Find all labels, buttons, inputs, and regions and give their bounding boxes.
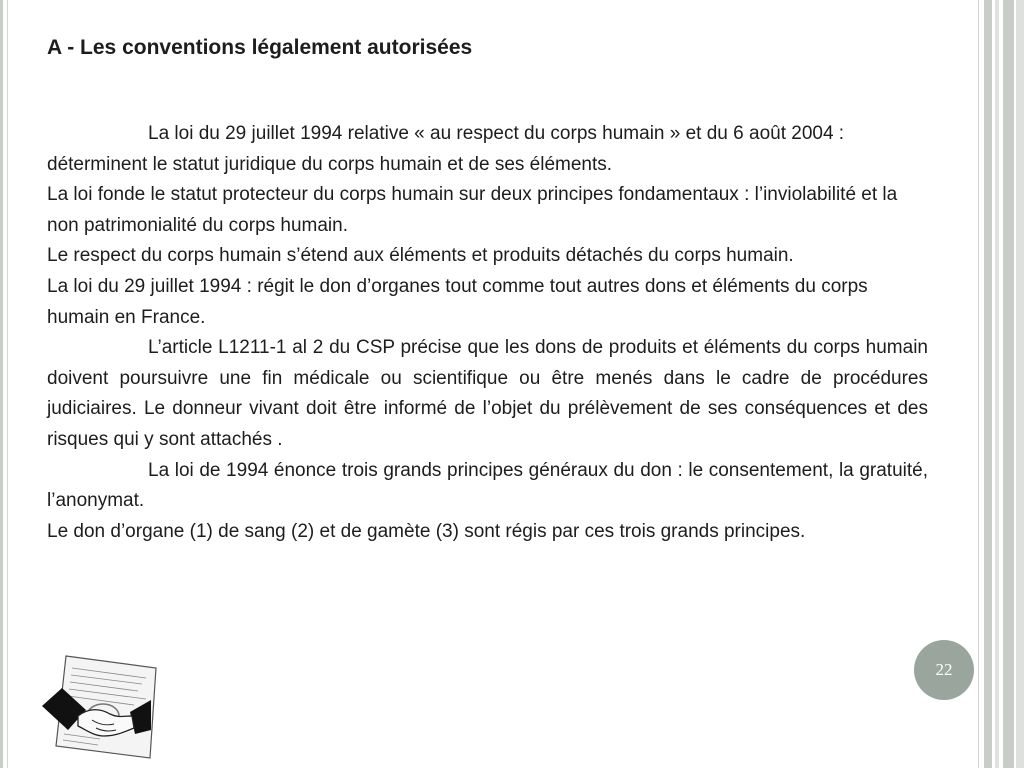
right-decor-bar [995, 0, 999, 768]
paragraph: La loi de 1994 énonce trois grands principes généraux du don : le consentement, la gratuité, l’anonymat. [47, 459, 928, 512]
left-border-inner [7, 0, 8, 768]
right-decor-bar [1016, 0, 1024, 768]
paragraph: La loi du 29 juillet 1994 relative « au respect du corps humain » et du 6 août 2004 : déterminent le statut juridique du corps humain et de ses éléments. [47, 123, 845, 175]
left-border [0, 0, 3, 768]
paragraph: La loi fonde le statut protecteur du corps humain sur deux principes fondamentaux : l’inviolabilité et la non patrimonialité du corps humain. [47, 184, 898, 236]
page-number: 22 [935, 660, 953, 679]
paragraph: Le respect du corps humain s’étend aux éléments et produits détachés du corps humain. [47, 245, 794, 267]
slide-body [47, 119, 928, 547]
slide-title: A - Les conventions légalement autorisées [47, 36, 473, 59]
right-decor-bar [978, 0, 979, 768]
paragraph: L’article L1211-1 al 2 du CSP précise que les dons de produits et éléments du corps humain doivent poursuivre une fin médicale ou scientifique ou être menés dans le cadre de procédures judiciaires. Le donneur vivant doit être informé de l’objet du prélèvement de ses conséquences et des risques qui y sont attachés . [47, 337, 928, 450]
right-decor-bar [984, 0, 992, 768]
handshake-contract-icon [38, 650, 163, 760]
page-number-badge [914, 640, 974, 700]
right-decor-bar [1003, 0, 1014, 768]
paragraph: La loi du 29 juillet 1994 : régit le don d’organes tout comme tout autres dons et éléments du corps humain en France. [47, 275, 868, 328]
paragraph: Le don d’organe (1) de sang (2) et de gamète (3) sont régis par ces trois grands principes. [47, 520, 806, 542]
